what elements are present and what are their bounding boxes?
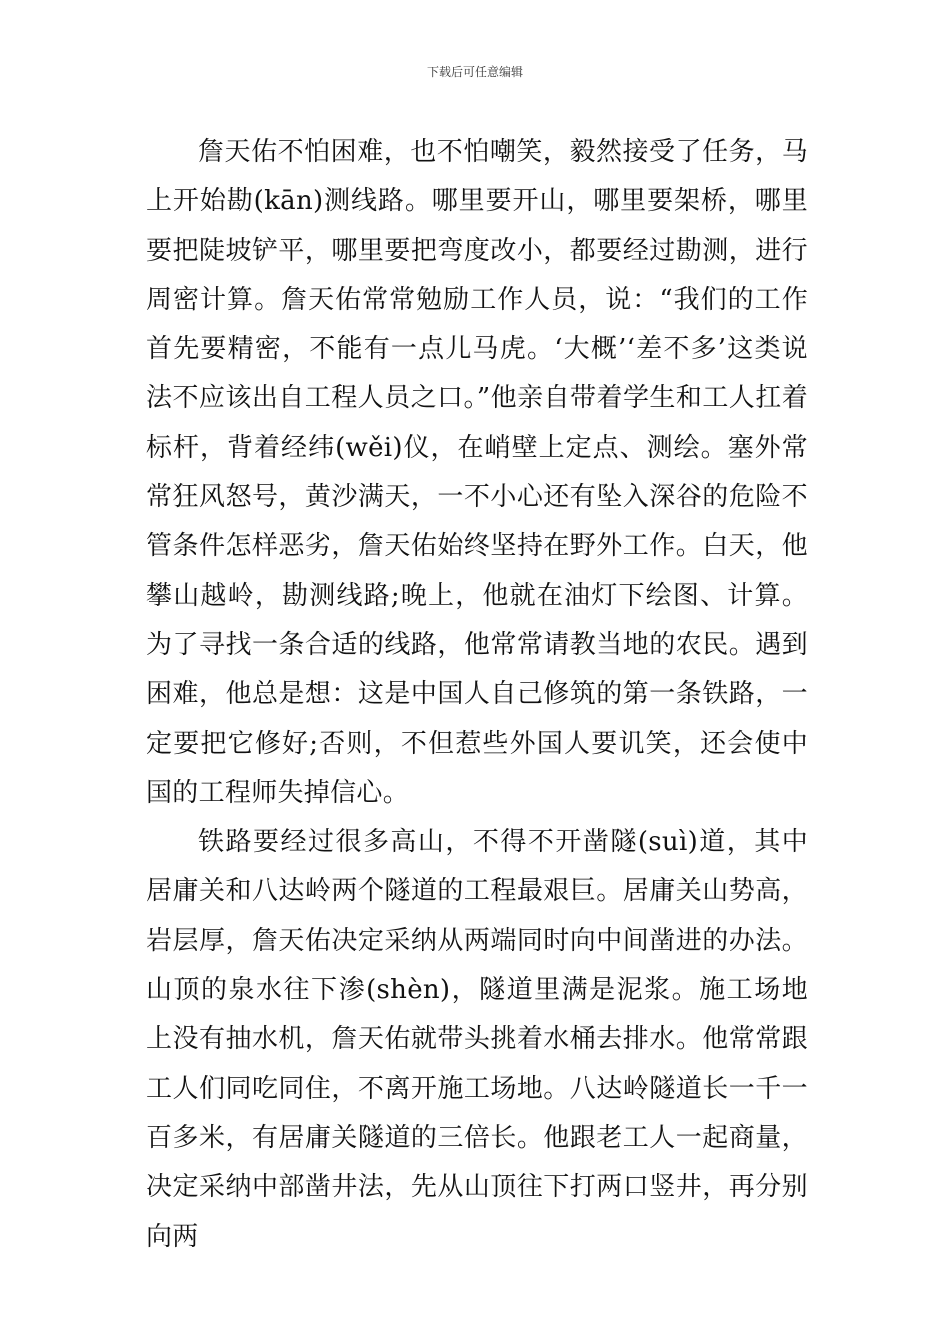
body-text [146,128,808,1262]
paragraph-1: 詹天佑不怕困难，也不怕嘲笑，毅然接受了任务，马上开始勘(kān)测线路。哪里要开山，哪里要架桥，哪里要把陡坡铲平，哪里要把弯度改小，都要经过勘测，进行周密计算。詹天佑常常勉励工作人员，说：“我们的工作首先要精密，不能有一点儿马虎。‘大概’‘差不多’这类说法不应该出自工程人员之口。”他亲自带着学生和工人扛着标杆，背着经纬(wěi)仪，在峭壁上定点、测绘。塞外常常狂风怒号，黄沙满天，一不小心还有坠入深谷的危险不管条件怎样恶劣，詹天佑始终坚持在野外工作。白天，他攀山越岭，勘测线路;晚上，他就在油灯下绘图、计算。为了寻找一条合适的线路，他常常请教当地的农民。遇到困难，他总是想：这是中国人自己修筑的第一条铁路，一定要把它修好;否则，不但惹些外国人要讥笑，还会使中国的工程师失掉信心。 [146,137,808,808]
paragraph-2: 铁路要经过很多高山，不得不开凿隧(suì)道，其中居庸关和八达岭两个隧道的工程最艰巨。居庸关山势高，岩层厚，詹天佑决定采纳从两端同时向中间凿进的办法。山顶的泉水往下渗(shèn)，隧道里满是泥浆。施工场地上没有抽水机，詹天佑就带头挑着水桶去排水。他常常跟工人们同吃同住，不离开施工场地。八达岭隧道长一千一百多米，有居庸关隧道的三倍长。他跟老工人一起商量，决定采纳中部凿井法，先从山顶往下打两口竖井，再分别向两 [146,827,808,1252]
page-header: 下载后可任意编辑 [426,65,523,79]
